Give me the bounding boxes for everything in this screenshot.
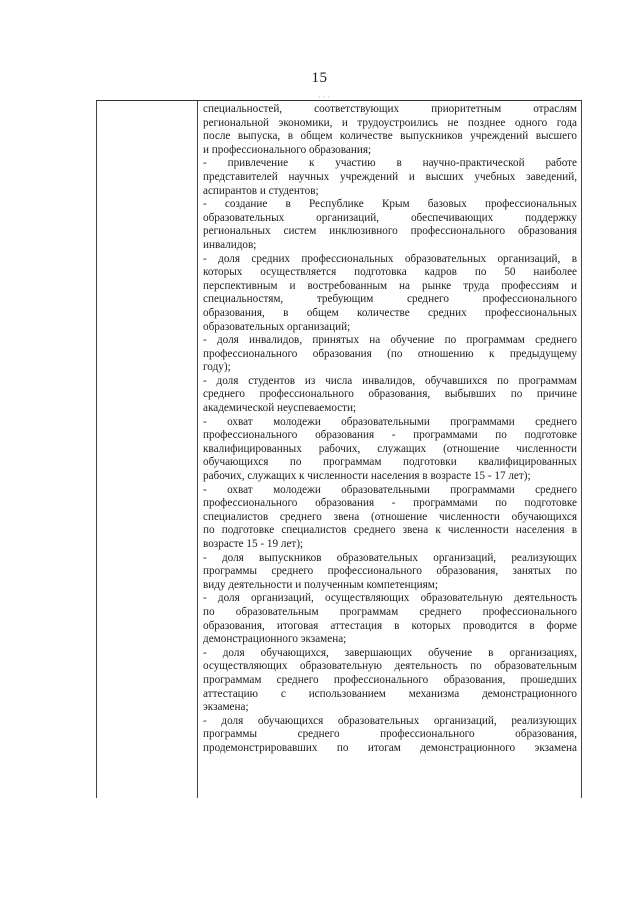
text-line: - доля средних профессиональных образовательных организаций, в [203,252,577,265]
text-line: продемонстрировавших по итогам демонстрационного экзамена [203,741,577,754]
text-line: виду деятельности и полученным компетенциям; [203,578,438,591]
text-line: экзамена; [203,701,249,714]
text-line: - доля обучающихся образовательных организаций, реализующих [203,714,577,727]
text-line: и профессионального образования; [203,143,372,156]
text-line: квалифицированных рабочих, служащих (отношение численности [203,442,577,455]
text-line: - создание в Республике Крым базовых профессиональных [203,198,577,211]
text-line: среднего профессионального образования, выбывших по причине [203,388,577,401]
text-line: рабочих, служащих к численности населения в возрасте 15 - 17 лет); [203,470,531,483]
text-line: образования, итоговая аттестация в которых проводится в форме [203,619,577,632]
table-right-column [198,101,581,798]
text-line: демонстрационного экзамена; [203,633,347,646]
text-line: образовательных организаций, обеспечивающих поддержку [203,211,577,224]
text-line: - доля обучающихся, завершающих обучение в организациях, [203,646,577,659]
text-line: профессионального образования - программами по подготовке [203,429,577,442]
text-line: осуществляющих образовательную деятельность по образовательным [203,660,577,673]
text-line: профессионального образования - программами по подготовке [203,497,577,510]
text-line: после выпуска, в общем количестве выпускников учреждений высшего [203,130,577,143]
text-line: программы среднего профессионального образования, [203,728,577,741]
text-line: инвалидов; [203,238,257,251]
text-line: - охват молодежи образовательными программами среднего [203,483,577,496]
text-line: - привлечение к участию в научно-практической работе [203,157,577,170]
text-line: перспективным и востребованным на рынке труда профессиям и [203,279,577,292]
text-line: программы среднего профессионального образования, занятых по [203,565,577,578]
text-line: специалистов среднего звена (отношение численности обучающихся [203,510,577,523]
text-line: по образовательным программам среднего профессионального [203,605,577,618]
text-line: образования, в общем количестве средних профессиональных [203,306,577,319]
table-left-column [97,101,198,798]
text-line: представителей научных учреждений и высших учебных заведений, [203,170,577,183]
text-line: специальностей, соответствующих приоритетным отраслям [203,103,577,115]
text-line: - доля организаций, осуществляющих образовательную деятельность [203,592,577,605]
text-line: специальностям, требующим среднего профессионального [203,293,577,306]
text-line: - доля студентов из числа инвалидов, обучавшихся по программам [203,374,577,387]
text-line: региональных систем инклюзивного профессионального образования [203,225,577,238]
text-line: - доля выпускников образовательных организаций, реализующих [203,551,577,564]
text-line: аттестацию с использованием механизма демонстрационного [203,687,577,700]
scan-artifact: · · · [318,93,330,102]
text-line: возрасте 15 - 19 лет); [203,538,304,550]
document-table [96,100,582,798]
text-line: обучающихся по программам подготовки квалифицированных [203,456,577,469]
text-line: по подготовке специалистов среднего звена к численности населения в [203,524,577,537]
text-line: - охват молодежи образовательными программами среднего [203,415,577,428]
text-line: образовательных организаций; [203,320,351,333]
text-line: которых осуществляется подготовка кадров по 50 наиболее [203,266,577,279]
text-line: региональной экономики, и трудоустроились не позднее одного года [203,116,577,129]
text-line: - доля инвалидов, принятых на обучение по программам среднего [203,334,577,347]
page-number: 15 [311,70,328,86]
text-line: году); [203,361,231,374]
text-line: академической неуспеваемости; [203,402,357,415]
text-line: программам среднего профессионального образования, прошедших [203,673,577,686]
text-line: аспирантов и студентов; [203,184,319,197]
text-line: профессионального образования (по отношению к предыдущему [203,347,577,360]
